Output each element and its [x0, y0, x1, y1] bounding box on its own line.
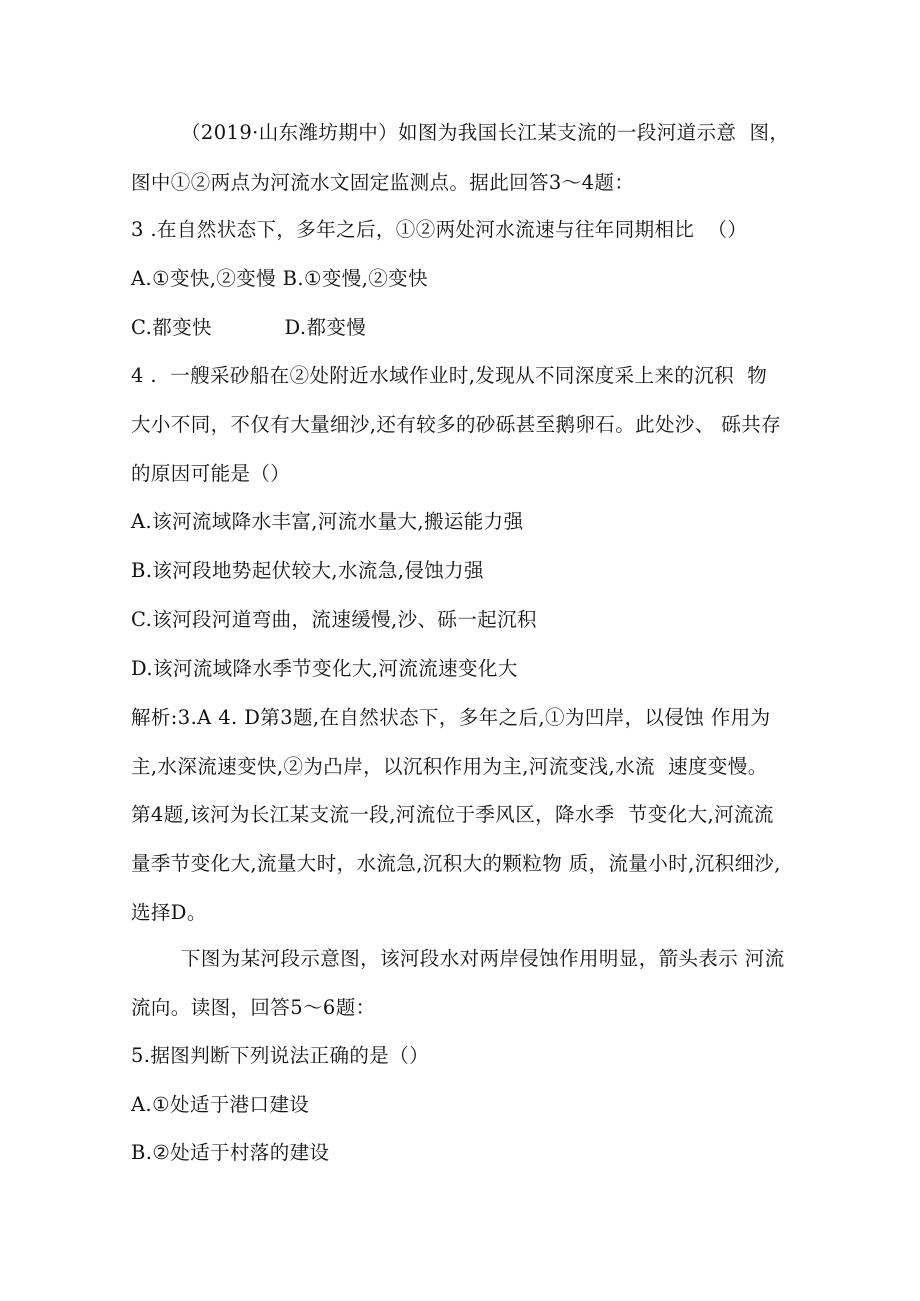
question-4-option-b: B.该河段地势起伏较大,水流急,侵蚀力强 — [131, 559, 484, 582]
question-3-stem: 3 .在自然状态下，多年之后，①②两处河水流速与往年同期相比 （） — [131, 218, 748, 241]
question-4-stem-line-3: 的原因可能是（） — [131, 462, 291, 485]
question-5-option-a: A.①处适于港口建设 — [131, 1093, 310, 1116]
question-4-option-c: C.该河段河道弯曲，流速缓慢,沙、砾一起沉积 — [131, 608, 537, 631]
intro-paragraph-2-line-1: 下图为某河段示意图，该河段水对两岸侵蚀作用明显，箭头表示 河流 — [181, 947, 785, 970]
question-5-option-b: B.②处适于村落的建设 — [131, 1141, 330, 1164]
analysis-line-2: 主,水深流速变快,②为凸岸，以沉积作用为主,河流变浅,水流 速度变慢。 — [131, 755, 768, 778]
question-4-stem-line-2: 大小不同，不仅有大量细沙,还有较多的砂砾甚至鹅卵石。此处沙、 砾共存 — [131, 413, 781, 436]
question-4-option-a: A.该河流域降水丰富,河流水量大,搬运能力强 — [131, 510, 524, 533]
intro-paragraph-1-line-2: 图中①②两点为河流水文固定监测点。据此回答3～4题： — [131, 171, 635, 194]
question-4-option-d: D.该河流域降水季节变化大,河流流速变化大 — [131, 657, 518, 680]
analysis-line-1: 解析:3.A 4. D第3题,在自然状态下，多年之后,①为凹岸，以侵蚀 作用为 — [131, 706, 771, 729]
question-3-options-ab: A.①变快,②变慢 B.①变慢,②变快 — [131, 267, 428, 290]
intro-paragraph-1-line-1: （2019·山东潍坊期中）如图为我国长江某支流的一段河道示意 图， — [181, 121, 790, 144]
analysis-line-4: 量季节变化大,流量大时，水流急,沉积大的颗粒物 质，流量小时,沉积细沙, — [131, 852, 781, 875]
question-3-options-cd: C.都变快 D.都变慢 — [131, 316, 367, 339]
intro-paragraph-2-line-2: 流向。读图，回答5～6题： — [131, 996, 376, 1019]
analysis-line-3: 第4题,该河为长江某支流一段,河流位于季风区，降水季 节变化大,河流流 — [131, 803, 774, 826]
question-4-stem-line-1: 4 . 一艘采砂船在②处附近水域作业时,发现从不同深度采上来的沉积 物 — [131, 364, 768, 387]
analysis-line-5: 选择D。 — [131, 901, 207, 924]
question-5-stem: 5.据图判断下列说法正确的是（） — [131, 1044, 430, 1067]
